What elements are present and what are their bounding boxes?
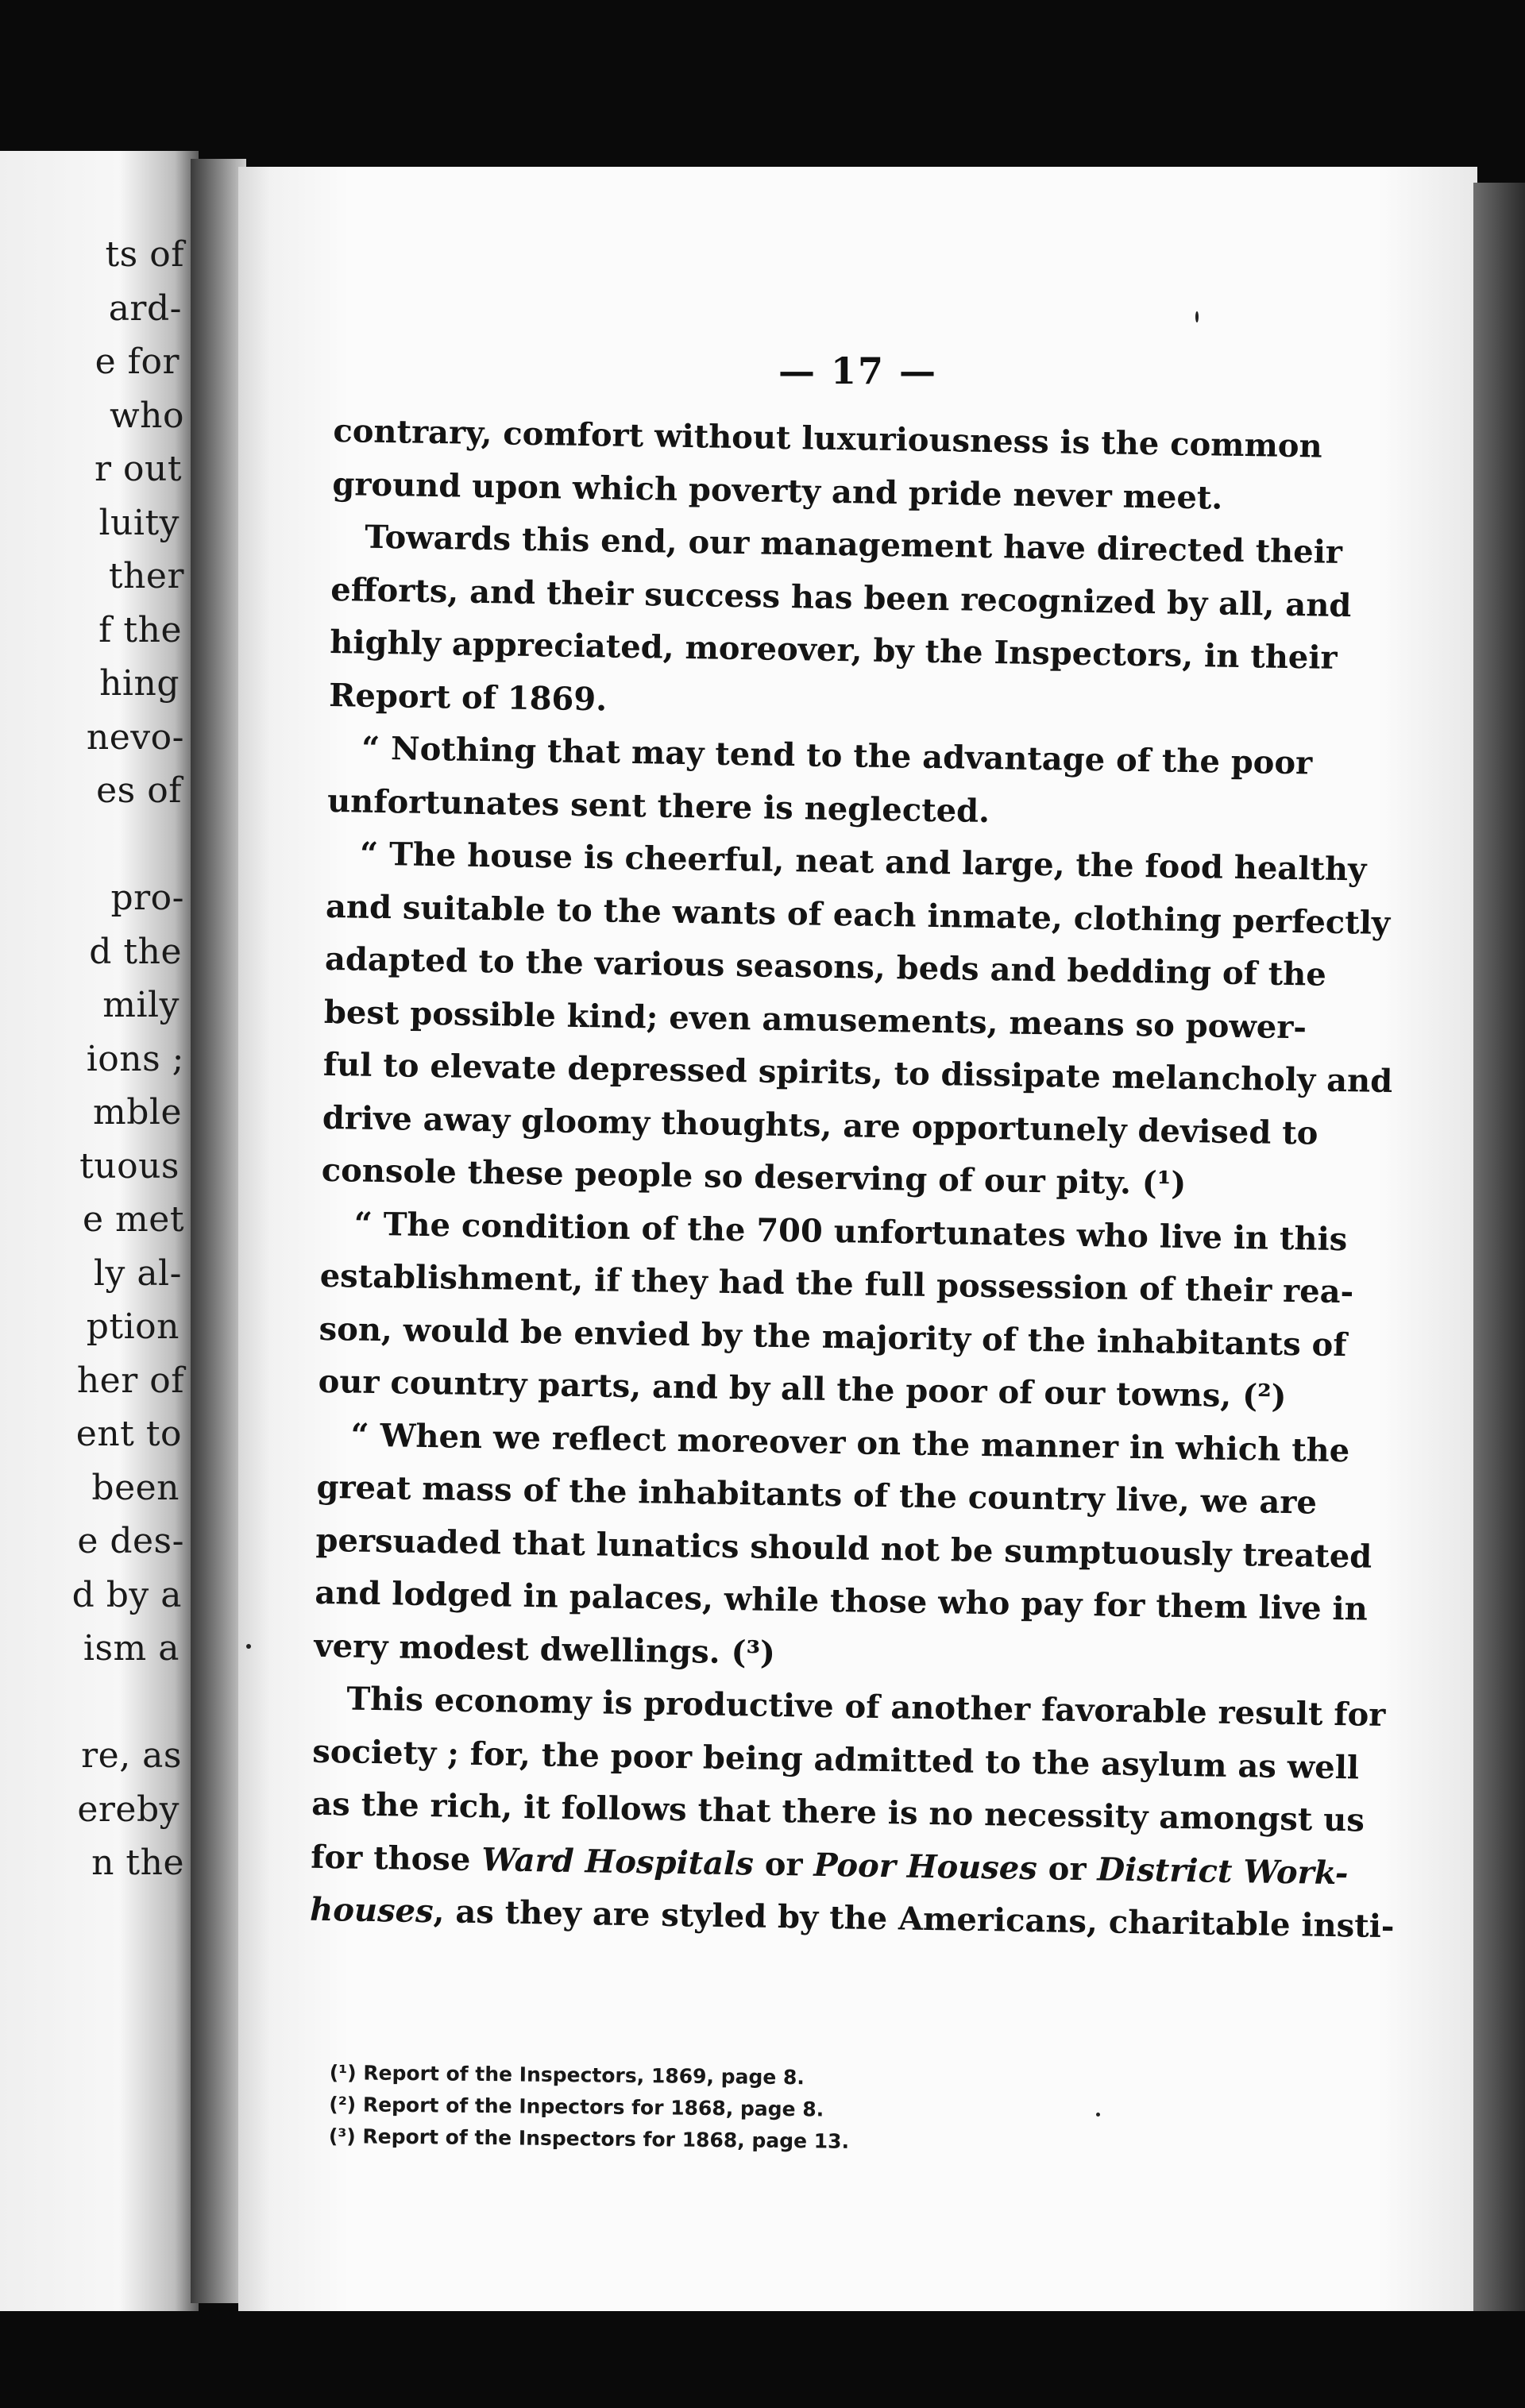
text-line: This economy is productive of another favorable result for bbox=[346, 1680, 1386, 1735]
left-page-line: ions ; bbox=[86, 1038, 184, 1079]
text-line: best possible kind; even amusements, means so power- bbox=[323, 993, 1307, 1046]
text-line: drive away gloomy thoughts, are opportunely devised to bbox=[322, 1098, 1318, 1152]
italic-term-district-workhouses: District Work- bbox=[1097, 1850, 1349, 1892]
left-page-line: d the bbox=[89, 931, 182, 972]
text-line: unfortunates sent there is neglected. bbox=[326, 781, 990, 830]
text-line: as the rich, it follows that there is no necessity amongst us bbox=[311, 1785, 1365, 1839]
text-line: Towards this end, our management have directed their bbox=[365, 518, 1343, 571]
text-line: “ The condition of the 700 unfortunates who live in this bbox=[353, 1205, 1348, 1258]
left-page-line: re, as bbox=[81, 1735, 182, 1776]
left-page-line: pro- bbox=[110, 878, 184, 918]
text-line: adapted to the various seasons, beds and bedding of the bbox=[324, 940, 1327, 994]
footnotes bbox=[329, 2057, 1203, 2162]
text-line: ful to elevate depressed spirits, to dissipate melancholy and bbox=[322, 1045, 1393, 1101]
left-page-line: been bbox=[91, 1467, 180, 1508]
left-page-line: mble bbox=[93, 1092, 182, 1133]
scan-speck bbox=[1096, 2113, 1100, 2117]
left-page-line: ereby bbox=[77, 1789, 180, 1830]
text-run: or bbox=[1037, 1849, 1098, 1888]
left-page-line: hing bbox=[99, 663, 180, 704]
left-page-line: e met bbox=[83, 1199, 184, 1240]
left-page-line: ly al- bbox=[93, 1252, 182, 1294]
left-page-fragment bbox=[0, 151, 199, 2311]
italic-term-poor-houses: Poor Houses bbox=[813, 1846, 1038, 1887]
italic-term-houses: houses bbox=[309, 1890, 434, 1931]
right-page bbox=[238, 167, 1477, 2311]
text-run: or bbox=[753, 1845, 814, 1884]
text-line: and suitable to the wants of each inmate, clothing perfectly bbox=[325, 887, 1391, 942]
footnote-text: Report of the Inspectors for 1868, page 13. bbox=[362, 2124, 850, 2153]
left-page-line: her of bbox=[76, 1360, 184, 1401]
left-page-line: nevo- bbox=[86, 716, 184, 758]
left-page-line: luity bbox=[98, 502, 180, 543]
left-page-line: n the bbox=[91, 1843, 184, 1883]
text-line: our country parts, and by all the poor of our towns, (²) bbox=[318, 1362, 1287, 1415]
text-line: highly appreciated, moreover, by the Inspectors, in their bbox=[329, 623, 1338, 677]
text-line: ground upon which poverty and pride never meet. bbox=[332, 465, 1223, 517]
footnote-text: Report of the Inspectors, 1869, page 8. bbox=[363, 2061, 805, 2090]
left-page-line: ts of bbox=[105, 234, 184, 275]
left-page-line: e for bbox=[95, 342, 180, 382]
left-page-line: d by a bbox=[71, 1574, 182, 1615]
text-line: efforts, and their success has been recognized by all, and bbox=[330, 570, 1352, 624]
text-line: persuaded that lunatics should not be sumptuously treated bbox=[315, 1521, 1372, 1576]
left-page-line: tuous bbox=[79, 1145, 180, 1187]
text-line: Report of 1869. bbox=[328, 676, 608, 718]
footnote-mark: (³) bbox=[328, 2124, 356, 2148]
footnote-mark: (¹) bbox=[329, 2060, 357, 2085]
page-edge-shadow bbox=[1473, 183, 1525, 2311]
left-page-line: ent to bbox=[75, 1414, 182, 1454]
text-line: “ Nothing that may tend to the advantage of the poor bbox=[361, 729, 1313, 782]
text-line: great mass of the inhabitants of the country live, we are bbox=[316, 1468, 1318, 1522]
text-line: contrary, comfort without luxuriousness is the common bbox=[333, 411, 1322, 465]
text-line: “ When we reflect moreover on the manner in which the bbox=[350, 1416, 1350, 1469]
text-line: “ The house is cheerful, neat and large, the food healthy bbox=[359, 835, 1367, 889]
left-page-line: who bbox=[110, 395, 184, 436]
left-page-line: r out bbox=[94, 449, 182, 489]
italic-term-ward-hospitals: Ward Hospitals bbox=[481, 1840, 755, 1883]
text-line: establishment, if they had the full possession of their rea- bbox=[319, 1256, 1354, 1311]
left-page-line: ption bbox=[86, 1306, 180, 1347]
left-page-line: e des- bbox=[77, 1521, 184, 1561]
scan-speck bbox=[1195, 311, 1199, 322]
text-line: son, would be envied by the majority of the inhabitants of bbox=[319, 1310, 1347, 1364]
body-text bbox=[309, 405, 1395, 1951]
text-line: society ; for, the poor being admitted to the asylum as well bbox=[312, 1732, 1360, 1786]
page-number: — 17 — bbox=[778, 349, 938, 392]
text-line: very modest dwellings. (³) bbox=[314, 1627, 776, 1672]
text-line: console these people so deserving of our pity. (¹) bbox=[321, 1151, 1187, 1202]
text-run: , as they are styled by the Americans, charitable insti- bbox=[433, 1893, 1395, 1946]
footnote-mark: (²) bbox=[329, 2092, 357, 2117]
left-page-line: es of bbox=[96, 770, 182, 811]
left-page-line: f the bbox=[98, 609, 182, 650]
left-page-line: ther bbox=[108, 556, 184, 596]
text-line: and lodged in palaces, while those who pay for them live in bbox=[315, 1573, 1369, 1628]
scan-speck bbox=[246, 1644, 251, 1649]
footnote-text: Report of the Inpectors for 1868, page 8. bbox=[362, 2093, 824, 2121]
left-page-line: mily bbox=[102, 985, 180, 1025]
left-page-line: ard- bbox=[108, 287, 182, 329]
left-page-line: ism a bbox=[83, 1628, 180, 1669]
text-run: for those bbox=[310, 1838, 482, 1878]
